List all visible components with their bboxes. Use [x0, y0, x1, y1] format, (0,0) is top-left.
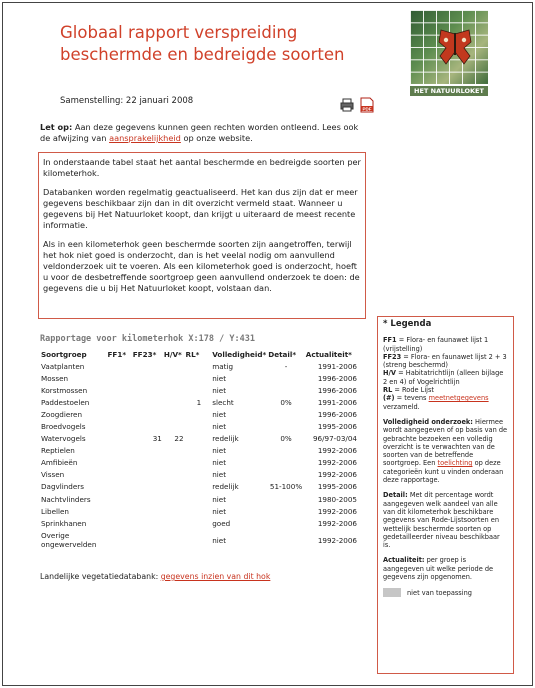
cell-actualiteit: 1992-2006 — [317, 506, 357, 516]
cell-hv — [163, 384, 185, 396]
cell-soortgroep-line-2: ongewervelden — [41, 540, 97, 550]
cell-hv — [163, 360, 185, 372]
header-detail: Detail* — [268, 350, 297, 359]
cell-actualiteit: 1991-2006 — [317, 361, 357, 371]
legend-box — [377, 316, 514, 674]
legend-ff1-text: = Flora- en faunawet lijst 1 (vrijstelling) — [383, 336, 489, 353]
cell-soortgroep-line-1: Overige — [41, 531, 70, 541]
legend-ff1-key: FF1 — [383, 336, 397, 345]
cell-detail: 0% — [280, 434, 292, 444]
cell-soortgroep: Paddestoelen — [41, 397, 90, 407]
cell-hv — [163, 445, 185, 457]
title-line-2: beschermde en bedreigde soorten — [60, 45, 345, 64]
cell-volledigheid: niet — [212, 422, 227, 432]
table-row — [40, 481, 358, 493]
cell-actualiteit: 1980-2005 — [317, 494, 357, 504]
cell-ff23 — [132, 420, 163, 432]
cell-empty — [132, 529, 163, 551]
cell-ff23 — [132, 408, 163, 420]
table-row — [40, 469, 358, 481]
table-row — [40, 360, 358, 372]
legend-ff23-key: FF23 — [383, 352, 402, 361]
cell-rl — [185, 384, 203, 396]
cell-empty — [185, 529, 203, 551]
cell-volledigheid: matig — [212, 361, 234, 371]
cell-actualiteit: 1992-2006 — [317, 535, 357, 545]
cell-detail: 51-100% — [269, 482, 303, 492]
cell-soortgroep: Libellen — [41, 506, 69, 516]
cell-hv — [163, 408, 185, 420]
table-row — [40, 433, 358, 445]
pdf-icon[interactable] — [360, 97, 374, 113]
cell-soortgroep: Vaatplanten — [41, 361, 85, 371]
cell-ff1 — [107, 408, 132, 420]
cell-actualiteit: 1992-2006 — [317, 518, 357, 528]
cell-soortgroep: Korstmossen — [41, 385, 88, 395]
cell-ff1 — [107, 433, 132, 445]
cell-hv — [163, 396, 185, 408]
table-row — [40, 372, 358, 384]
cell-rl — [185, 469, 203, 481]
legend-hash-text2: verzameld. — [383, 402, 420, 411]
cell-ff23 — [132, 469, 163, 481]
logo-image — [410, 10, 488, 84]
cell-rl — [185, 445, 203, 457]
table-row — [40, 445, 358, 457]
table-row — [40, 396, 358, 408]
header-soortgroep: Soortgroep — [41, 350, 87, 359]
header-ff1: FF1* — [107, 350, 127, 359]
cell-actualiteit: 1995-2006 — [317, 422, 357, 432]
logo-text: HET NATUURLOKET — [410, 86, 488, 96]
cell-hv — [163, 457, 185, 469]
explanation-link[interactable]: toelichting — [437, 459, 473, 468]
info-paragraph-3: Als in een kilometerhok geen beschermde soorten zijn aangetroffen, terwijl het hok niet goed is onderzocht, dan is het veelal nodig om aanvullend veldonderzoek uit te voeren. Als een kilometerhok goed is onderzocht, hoeft u voor de desbetreffende soortgroep geen aanvullend onderzoek te doen: de gegevens die u bij Het Natuurloket koopt, volstaan dan. — [43, 239, 360, 293]
legend-rl-key: RL — [383, 386, 393, 395]
cell-actualiteit: 1996-2006 — [317, 385, 357, 395]
printer-icon[interactable] — [340, 98, 354, 112]
disclaimer-lead: Let op: — [40, 122, 73, 132]
cell-detail — [267, 493, 304, 505]
monitoring-data-link[interactable]: meetnetgegevens — [428, 394, 489, 403]
cell-ff1 — [107, 396, 132, 408]
report-title: Rapportage voor kilometerhok X:178 / Y:431 — [40, 334, 255, 344]
table-row — [40, 529, 358, 551]
cell-rl — [185, 481, 203, 493]
cell-rl — [185, 420, 203, 432]
disclaimer-part1: Aan deze gegevens kunnen geen rechten worden ontleend. Lees ook de afwijzing van — [40, 122, 359, 143]
not-applicable-swatch — [383, 588, 401, 597]
table-row — [40, 493, 358, 505]
cell-hv — [163, 469, 185, 481]
cell-volledigheid: niet — [212, 385, 227, 395]
cell-ff1 — [107, 372, 132, 384]
info-paragraph-2: Databanken worden regelmatig geactualiseerd. Het kan dus zijn dat er meer gegevens beschikbaar zijn dan in dit overzicht vermeld staat. Wanneer u gegevens bij Het Natuurloket koopt, dan krijgt u uiteraard de meest recente informatie. — [43, 187, 358, 230]
cell-volledigheid: niet — [212, 470, 227, 480]
compiled-date: Samenstelling: 22 januari 2008 — [60, 96, 194, 106]
cell-rl — [185, 517, 203, 529]
legend-volledigheid — [383, 418, 508, 484]
cell-hv — [163, 372, 185, 384]
cell-rl — [185, 433, 203, 445]
header-ff23: FF23* — [132, 350, 157, 359]
legend-hv-key: H/V — [383, 369, 397, 378]
cell-detail: - — [284, 361, 288, 371]
cell-hv: 22 — [174, 434, 184, 444]
cell-ff23 — [132, 517, 163, 529]
cell-hv — [163, 420, 185, 432]
legend-vol-key: Volledigheid onderzoek: — [383, 417, 473, 426]
legend-vol-text1: Hiermee wordt aangegeven of op basis van de gebrachte bezoeken een volledig overzicht is te verwachten van de soorten van de betreffende soortgroep. Een — [383, 417, 508, 468]
page-title — [60, 22, 390, 66]
cell-volledigheid: niet — [212, 373, 227, 383]
cell-volledigheid: niet — [212, 446, 227, 456]
header-volledigheid: Volledigheid* — [212, 350, 267, 359]
cell-ff1 — [107, 469, 132, 481]
cell-ff1 — [107, 493, 132, 505]
legend-hv-text: = Habitatrichtlijn (alleen bijlage 2 en 4) of Vogelrichtlijn — [383, 369, 504, 386]
cell-ff23 — [132, 384, 163, 396]
cell-rl — [185, 372, 203, 384]
legend-title: * Legenda — [383, 319, 432, 329]
cell-rl — [185, 360, 203, 372]
cell-actualiteit: 1991-2006 — [317, 397, 357, 407]
cell-hv — [163, 481, 185, 493]
cell-soortgroep: Sprinkhanen — [41, 518, 87, 528]
header-rl: RL* — [185, 350, 200, 359]
cell-hv — [163, 505, 185, 517]
disclaimer-part2: op onze website. — [180, 133, 253, 143]
legend-ff23-text: = Flora- en faunawet lijst 2 + 3 (streng beschermd) — [383, 352, 507, 370]
cell-soortgroep: Mossen — [41, 373, 69, 383]
info-box — [38, 152, 366, 319]
cell-rl — [185, 505, 203, 517]
legend-det-key: Detail: — [383, 491, 408, 500]
cell-ff1 — [107, 384, 132, 396]
cell-detail — [267, 529, 304, 551]
liability-link[interactable]: aansprakelijkheid — [109, 133, 181, 143]
cell-detail — [267, 469, 304, 481]
not-applicable-text: niet van toepassing — [407, 588, 472, 597]
cell-rl — [185, 457, 203, 469]
cell-ff1 — [107, 505, 132, 517]
table-row — [40, 408, 358, 420]
species-report-table — [40, 349, 358, 551]
disclaimer-text — [40, 122, 360, 144]
title-line-1: Globaal rapport verspreiding — [60, 23, 298, 42]
cell-ff1 — [107, 445, 132, 457]
legend-abbreviations — [383, 336, 508, 411]
cell-volledigheid: niet — [212, 458, 227, 468]
cell-rl — [185, 493, 203, 505]
cell-volledigheid: niet — [212, 506, 227, 516]
cell-ff23 — [132, 505, 163, 517]
table-row — [40, 420, 358, 432]
cell-detail — [267, 372, 304, 384]
cell-actualiteit: 1996-2006 — [317, 373, 357, 383]
cell-hv — [163, 493, 185, 505]
cell-soortgroep: Dagvlinders — [41, 482, 84, 492]
cell-ff1 — [107, 481, 132, 493]
cell-soortgroep — [40, 529, 107, 551]
vegetation-db-link[interactable]: gegevens inzien van dit hok — [160, 572, 271, 581]
legend-act-key: Actualiteit: — [383, 556, 425, 565]
cell-rl — [185, 408, 203, 420]
cell-actualiteit: 1992-2006 — [317, 446, 357, 456]
cell-ff1 — [107, 517, 132, 529]
cell-detail — [267, 505, 304, 517]
natuurloket-logo[interactable] — [410, 10, 488, 96]
cell-ff1 — [107, 360, 132, 372]
cell-soortgroep: Vissen — [41, 470, 65, 480]
header-hv: H/V* — [163, 350, 182, 359]
info-paragraph-1: In onderstaande tabel staat het aantal beschermde en bedreigde soorten per kilometerhok. — [43, 157, 361, 178]
cell-soortgroep: Nachtvlinders — [41, 494, 91, 504]
cell-ff23 — [132, 493, 163, 505]
legend-hash-text1: = tevens — [394, 394, 429, 403]
cell-actualiteit: 1992-2006 — [317, 458, 357, 468]
cell-detail: 0% — [280, 397, 292, 407]
table-header-row — [40, 349, 358, 360]
cell-volledigheid: niet — [212, 494, 227, 504]
cell-volledigheid: goed — [212, 518, 231, 528]
legend-actualiteit — [383, 556, 508, 581]
table-row — [40, 457, 358, 469]
vegetation-db-label: Landelijke vegetatiedatabank: — [40, 572, 161, 581]
cell-ff23 — [132, 372, 163, 384]
cell-actualiteit: 1996-2006 — [317, 409, 357, 419]
legend-detail — [383, 491, 508, 549]
cell-ff1 — [107, 420, 132, 432]
cell-ff23 — [132, 481, 163, 493]
legend-hash-key: (#) — [383, 394, 395, 403]
cell-detail — [267, 445, 304, 457]
cell-actualiteit: 1992-2006 — [317, 470, 357, 480]
legend-vol-text2: op deze categorieën kunt u vinden onderaan deze rapportage. — [383, 459, 504, 485]
table-row — [40, 384, 358, 396]
cell-detail — [267, 420, 304, 432]
legend-det-text: Met dit percentage wordt aangegeven welk aandeel van alle van dit kilometerhok beschikbare gegevens van Rode-Lijstsoorten en wettelijk beschermde soorten op gedetailleerder niveau beschikbaar is. — [383, 491, 500, 550]
cell-detail — [267, 408, 304, 420]
cell-ff23: 31 — [152, 434, 162, 444]
cell-detail — [267, 384, 304, 396]
cell-soortgroep: Amfibieën — [41, 458, 78, 468]
cell-ff23 — [132, 457, 163, 469]
cell-soortgroep: Watervogels — [41, 434, 86, 444]
cell-empty — [163, 529, 185, 551]
header-actualiteit: Actualiteit* — [305, 350, 352, 359]
cell-actualiteit: 96/97-03/04 — [312, 434, 357, 444]
cell-soortgroep: Zoogdieren — [41, 409, 83, 419]
vegetation-db-line — [40, 572, 270, 581]
cell-hv — [163, 517, 185, 529]
cell-empty — [107, 529, 132, 551]
cell-ff23 — [132, 396, 163, 408]
cell-volledigheid: redelijk — [212, 434, 239, 444]
cell-ff23 — [132, 360, 163, 372]
svg-text:PDF: PDF — [362, 106, 372, 112]
cell-actualiteit: 1995-2006 — [317, 482, 357, 492]
cell-soortgroep: Reptielen — [41, 446, 75, 456]
table-row — [40, 505, 358, 517]
cell-ff23 — [132, 445, 163, 457]
butterfly-icon — [438, 28, 472, 68]
cell-ff1 — [107, 457, 132, 469]
cell-detail — [267, 517, 304, 529]
cell-rl: 1 — [196, 397, 202, 407]
cell-volledigheid: niet — [212, 409, 227, 419]
cell-volledigheid: redelijk — [212, 482, 239, 492]
legend-not-applicable — [383, 588, 508, 597]
legend-act-text: per groep is aangegeven uit welke periode de gegevens zijn opgenomen. — [383, 556, 494, 582]
cell-volledigheid: slecht — [212, 397, 234, 407]
cell-volledigheid: niet — [212, 535, 227, 545]
table-row — [40, 517, 358, 529]
cell-soortgroep: Broedvogels — [41, 422, 86, 432]
legend-rl-text: = Rode Lijst — [392, 386, 435, 395]
cell-detail — [267, 457, 304, 469]
